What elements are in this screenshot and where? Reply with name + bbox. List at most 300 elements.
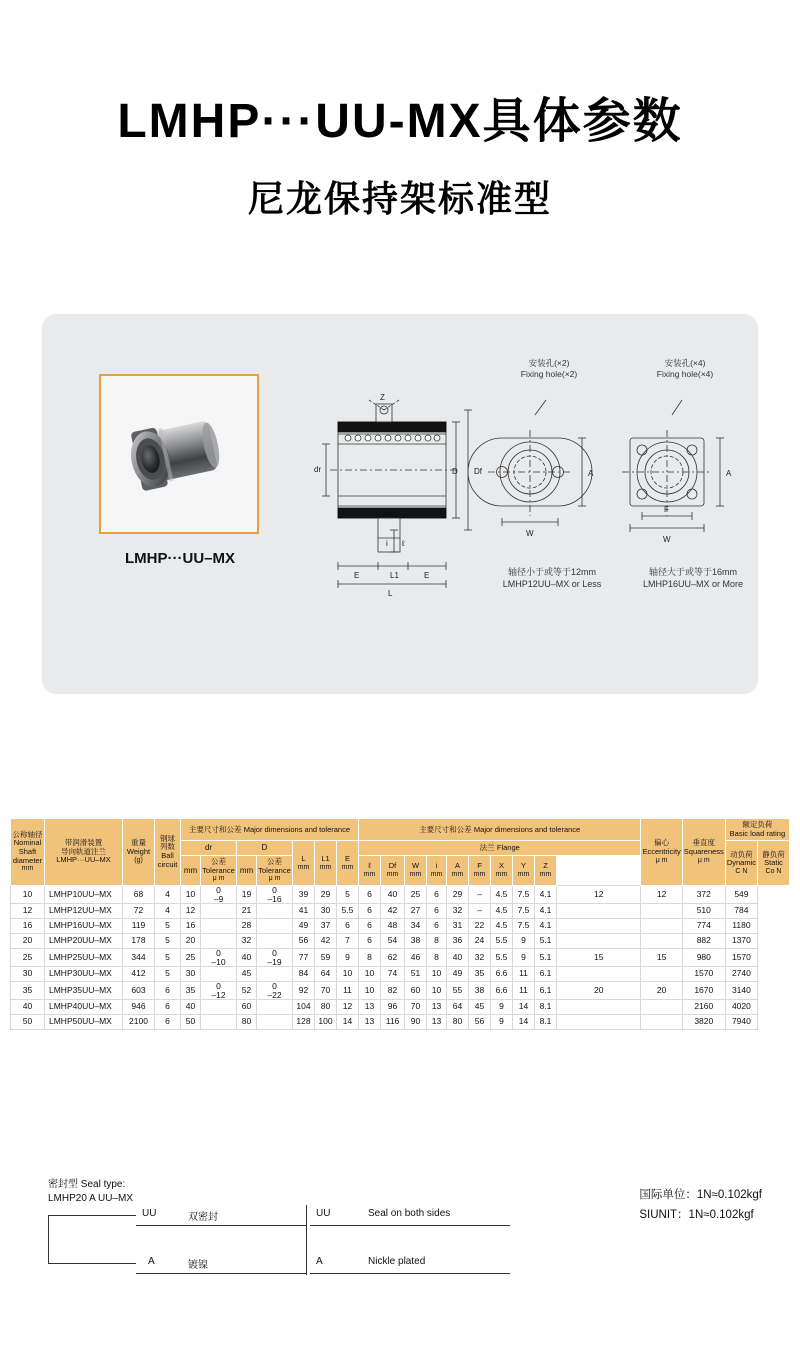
seal-type-block bbox=[48, 1178, 488, 1285]
cell-L: 39 bbox=[293, 886, 315, 904]
table-row bbox=[11, 949, 790, 967]
cell-W: 70 bbox=[405, 1000, 427, 1015]
cell-L1: 59 bbox=[315, 949, 337, 967]
cell-D: 80 bbox=[237, 1015, 257, 1030]
cell-weight: 412 bbox=[123, 967, 155, 982]
cell-Z: 8.1 bbox=[535, 1015, 557, 1030]
cell-l: 10 bbox=[359, 967, 381, 982]
col-D-mm: mm bbox=[237, 855, 257, 885]
table-row bbox=[11, 919, 790, 934]
cell-model: LMHP50UU–MX bbox=[45, 1015, 123, 1030]
cell-nominal: 50 bbox=[11, 1015, 45, 1030]
seal-example-code: LMHP20 A UU–MX bbox=[48, 1192, 134, 1204]
cell-nominal: 12 bbox=[11, 904, 45, 919]
technical-drawing bbox=[290, 360, 740, 660]
seal-en-uu: Seal on both sides bbox=[368, 1208, 451, 1219]
col-group-load-rating: 额定负荷 Basic load rating bbox=[725, 819, 789, 841]
col-Z: Z mm bbox=[535, 855, 557, 885]
cell-D: 60 bbox=[237, 1000, 257, 1015]
cell-weight: 68 bbox=[123, 886, 155, 904]
cell-W: 38 bbox=[405, 934, 427, 949]
col-L1: L1 mm bbox=[315, 841, 337, 886]
col-weight: 重量 Weight (g) bbox=[123, 819, 155, 886]
seal-bracket-top bbox=[48, 1215, 136, 1216]
col-i: i mm bbox=[427, 855, 447, 885]
unit-conversion-note bbox=[639, 1186, 762, 1225]
cell-nominal: 16 bbox=[11, 919, 45, 934]
cell-F: – bbox=[469, 904, 491, 919]
cell-ecc bbox=[557, 934, 641, 949]
cell-D_tol bbox=[257, 1000, 293, 1015]
cell-dr: 35 bbox=[181, 982, 201, 1000]
cell-A: 49 bbox=[447, 967, 469, 982]
cell-Df: 42 bbox=[381, 904, 405, 919]
cell-W: 51 bbox=[405, 967, 427, 982]
cell-X: 6.6 bbox=[491, 982, 513, 1000]
cell-Z: 5.1 bbox=[535, 949, 557, 967]
cell-D_tol: 0 –16 bbox=[257, 886, 293, 904]
table-row bbox=[11, 1000, 790, 1015]
fixing-hole-4-note: 安装孔(×4) Fixing hole(×4) bbox=[656, 358, 714, 380]
cell-sq: 15 bbox=[641, 949, 682, 967]
cell-sta: 7940 bbox=[725, 1015, 757, 1030]
cell-D_tol bbox=[257, 1015, 293, 1030]
cell-Z: 5.1 bbox=[535, 934, 557, 949]
cell-E: 14 bbox=[337, 1015, 359, 1030]
cell-dyn: 980 bbox=[682, 949, 725, 967]
cell-dr: 30 bbox=[181, 967, 201, 982]
cell-dr_tol: 0 –12 bbox=[201, 982, 237, 1000]
cell-dyn: 774 bbox=[682, 919, 725, 934]
cell-weight: 603 bbox=[123, 982, 155, 1000]
cell-dr: 16 bbox=[181, 919, 201, 934]
cell-l: 8 bbox=[359, 949, 381, 967]
cell-sta: 1370 bbox=[725, 934, 757, 949]
cell-L1: 37 bbox=[315, 919, 337, 934]
cell-i: 13 bbox=[427, 1015, 447, 1030]
svg-text:ℓ: ℓ bbox=[402, 539, 405, 548]
svg-text:D: D bbox=[452, 467, 458, 476]
cell-model: LMHP40UU–MX bbox=[45, 1000, 123, 1015]
cell-l: 6 bbox=[359, 919, 381, 934]
seal-cn-a: 镀镍 bbox=[188, 1260, 208, 1271]
cell-Df: 48 bbox=[381, 919, 405, 934]
table-row bbox=[11, 904, 790, 919]
cell-nominal: 40 bbox=[11, 1000, 45, 1015]
seal-code-a: A bbox=[148, 1256, 155, 1267]
page-subtitle: 尼龙保持架标准型 bbox=[247, 177, 552, 219]
svg-text:Df: Df bbox=[474, 467, 482, 476]
col-D: D bbox=[237, 841, 293, 856]
cell-dr: 25 bbox=[181, 949, 201, 967]
seal-type-heading: 密封型 Seal type: LMHP20 A UU–MX bbox=[48, 1179, 134, 1204]
col-group-major-1: 主要尺寸和公差 Major dimensions and tolerance bbox=[181, 819, 359, 841]
col-D-tolerance: 公差 Tolerance μ m bbox=[257, 855, 293, 885]
spec-table-head bbox=[11, 819, 790, 886]
cell-i: 6 bbox=[427, 886, 447, 904]
cell-l: 6 bbox=[359, 934, 381, 949]
cell-dr: 20 bbox=[181, 934, 201, 949]
cell-E: 11 bbox=[337, 982, 359, 1000]
cell-F: 56 bbox=[469, 1015, 491, 1030]
cell-dr: 40 bbox=[181, 1000, 201, 1015]
col-small-l: ℓ mm bbox=[359, 855, 381, 885]
seal-en-a: Nickle plated bbox=[368, 1256, 426, 1267]
cell-l: 6 bbox=[359, 886, 381, 904]
unit-note-en: SIUNIT：1N≈0.102kgf bbox=[639, 1208, 754, 1221]
cell-ball: 4 bbox=[155, 904, 181, 919]
cell-weight: 946 bbox=[123, 1000, 155, 1015]
cell-ball: 5 bbox=[155, 949, 181, 967]
cell-i: 8 bbox=[427, 949, 447, 967]
cell-Y: 14 bbox=[513, 1015, 535, 1030]
cell-i: 6 bbox=[427, 919, 447, 934]
cell-Z: 4.1 bbox=[535, 886, 557, 904]
cell-i: 13 bbox=[427, 1000, 447, 1015]
product-photo bbox=[99, 374, 259, 534]
col-squareness: 垂直度 Squareness μ m bbox=[682, 819, 725, 886]
cell-Y: 9 bbox=[513, 949, 535, 967]
cell-X: 5.5 bbox=[491, 949, 513, 967]
cell-A: 36 bbox=[447, 934, 469, 949]
cell-sta: 1570 bbox=[725, 949, 757, 967]
fixing-hole-2-note: 安装孔(×2) Fixing hole(×2) bbox=[520, 358, 578, 380]
cell-model: LMHP20UU–MX bbox=[45, 934, 123, 949]
cell-dr_tol bbox=[201, 1015, 237, 1030]
table-row bbox=[11, 886, 790, 904]
cell-i: 6 bbox=[427, 904, 447, 919]
cell-nominal: 25 bbox=[11, 949, 45, 967]
cell-F: 45 bbox=[469, 1000, 491, 1015]
cell-F: 35 bbox=[469, 967, 491, 982]
cell-E: 6 bbox=[337, 919, 359, 934]
seal-type-diagram bbox=[48, 1208, 488, 1285]
cell-ball: 6 bbox=[155, 1000, 181, 1015]
cell-dr: 50 bbox=[181, 1015, 201, 1030]
seal-cn-uu: 双密封 bbox=[188, 1212, 218, 1223]
spec-table-container bbox=[10, 818, 790, 1030]
seal-en-divider bbox=[306, 1205, 307, 1275]
cell-nominal: 30 bbox=[11, 967, 45, 982]
cell-weight: 119 bbox=[123, 919, 155, 934]
cell-nominal: 10 bbox=[11, 886, 45, 904]
cell-l: 6 bbox=[359, 904, 381, 919]
cell-dyn: 510 bbox=[682, 904, 725, 919]
cell-A: 55 bbox=[447, 982, 469, 1000]
shaft-small-note: 轴径小于或等于12mm LMHP12UU–MX or Less bbox=[502, 567, 602, 590]
cell-Y: 11 bbox=[513, 967, 535, 982]
svg-text:Z: Z bbox=[380, 393, 385, 402]
svg-text:W: W bbox=[526, 529, 534, 538]
cell-ecc: 12 bbox=[557, 886, 641, 904]
cell-L1: 42 bbox=[315, 934, 337, 949]
cell-D: 28 bbox=[237, 919, 257, 934]
cell-i: 10 bbox=[427, 982, 447, 1000]
seal-code-uu: UU bbox=[142, 1208, 157, 1219]
cell-model: LMHP10UU–MX bbox=[45, 886, 123, 904]
cell-Df: 40 bbox=[381, 886, 405, 904]
cell-ecc bbox=[557, 1015, 641, 1030]
cell-D: 32 bbox=[237, 934, 257, 949]
cell-ecc: 20 bbox=[557, 982, 641, 1000]
cell-L: 77 bbox=[293, 949, 315, 967]
cell-Y: 7.5 bbox=[513, 919, 535, 934]
cell-Y: 14 bbox=[513, 1000, 535, 1015]
cell-nominal: 35 bbox=[11, 982, 45, 1000]
cell-D_tol: 0 –22 bbox=[257, 982, 293, 1000]
bearing-photo-icon bbox=[114, 406, 245, 503]
col-static-load: 静负荷 Static Co N bbox=[758, 841, 790, 886]
cell-L: 84 bbox=[293, 967, 315, 982]
cell-l: 13 bbox=[359, 1015, 381, 1030]
svg-text:E: E bbox=[354, 571, 360, 580]
seal-rule-2 bbox=[136, 1273, 306, 1274]
cell-D: 19 bbox=[237, 886, 257, 904]
cell-D_tol bbox=[257, 967, 293, 982]
cell-W: 25 bbox=[405, 886, 427, 904]
shaft-large-note: 轴径大于或等于16mm LMHP16UU–MX or More bbox=[642, 567, 744, 590]
col-dr: dr bbox=[181, 841, 237, 856]
seal-code-uu-en: UU bbox=[316, 1208, 331, 1219]
cell-Df: 74 bbox=[381, 967, 405, 982]
col-dr-mm: mm bbox=[181, 855, 201, 885]
seal-bracket-bottom bbox=[48, 1263, 136, 1264]
cell-X: 4.5 bbox=[491, 919, 513, 934]
cell-W: 90 bbox=[405, 1015, 427, 1030]
cell-F: 32 bbox=[469, 949, 491, 967]
cell-L1: 30 bbox=[315, 904, 337, 919]
svg-text:dr: dr bbox=[314, 465, 322, 474]
cell-dyn: 1570 bbox=[682, 967, 725, 982]
cell-L1: 100 bbox=[315, 1015, 337, 1030]
cell-weight: 344 bbox=[123, 949, 155, 967]
col-eccentricity: 偏心 Eccentricity μ m bbox=[641, 819, 682, 886]
cell-model: LMHP16UU–MX bbox=[45, 919, 123, 934]
cell-ball: 6 bbox=[155, 1015, 181, 1030]
cell-dyn: 882 bbox=[682, 934, 725, 949]
cell-L1: 80 bbox=[315, 1000, 337, 1015]
table-row bbox=[11, 934, 790, 949]
cell-ecc bbox=[557, 919, 641, 934]
svg-text:F: F bbox=[664, 505, 669, 514]
cell-Df: 54 bbox=[381, 934, 405, 949]
cell-Z: 6.1 bbox=[535, 982, 557, 1000]
cell-sq bbox=[641, 1015, 682, 1030]
cell-dr: 10 bbox=[181, 886, 201, 904]
cell-l: 10 bbox=[359, 982, 381, 1000]
cell-F: 22 bbox=[469, 919, 491, 934]
svg-text:i: i bbox=[386, 539, 388, 548]
svg-text:W: W bbox=[663, 535, 671, 544]
cell-D_tol bbox=[257, 904, 293, 919]
cell-dyn: 2160 bbox=[682, 1000, 725, 1015]
svg-text:A: A bbox=[588, 469, 594, 478]
cell-X: 4.5 bbox=[491, 886, 513, 904]
col-group-flange: 法兰 Flange bbox=[359, 841, 641, 856]
col-ball-circuit: 钢球 列数 Ball circuit bbox=[155, 819, 181, 886]
cell-F: 38 bbox=[469, 982, 491, 1000]
cell-A: 29 bbox=[447, 886, 469, 904]
cell-F: 24 bbox=[469, 934, 491, 949]
svg-text:A: A bbox=[726, 469, 732, 478]
cell-sta: 2740 bbox=[725, 967, 757, 982]
cell-dr_tol: 0 –10 bbox=[201, 949, 237, 967]
seal-bracket-vertical bbox=[48, 1215, 49, 1263]
cell-D: 52 bbox=[237, 982, 257, 1000]
cell-nominal: 20 bbox=[11, 934, 45, 949]
cell-L1: 70 bbox=[315, 982, 337, 1000]
cell-L: 49 bbox=[293, 919, 315, 934]
cell-sta: 784 bbox=[725, 904, 757, 919]
cell-sq bbox=[641, 1000, 682, 1015]
cell-E: 9 bbox=[337, 949, 359, 967]
cell-X: 6.6 bbox=[491, 967, 513, 982]
cell-ball: 5 bbox=[155, 934, 181, 949]
cell-L: 56 bbox=[293, 934, 315, 949]
cell-W: 46 bbox=[405, 949, 427, 967]
cell-dyn: 372 bbox=[682, 886, 725, 904]
cell-model: LMHP30UU–MX bbox=[45, 967, 123, 982]
cell-ball: 5 bbox=[155, 919, 181, 934]
cell-i: 8 bbox=[427, 934, 447, 949]
cell-dyn: 1670 bbox=[682, 982, 725, 1000]
seal-rule-1 bbox=[136, 1225, 306, 1226]
cell-model: LMHP35UU–MX bbox=[45, 982, 123, 1000]
cell-ball: 6 bbox=[155, 982, 181, 1000]
col-dr-tolerance: 公差 Tolerance μ m bbox=[201, 855, 237, 885]
cell-E: 12 bbox=[337, 1000, 359, 1015]
cell-sta: 1180 bbox=[725, 919, 757, 934]
cell-model: LMHP25UU–MX bbox=[45, 949, 123, 967]
cell-ecc bbox=[557, 967, 641, 982]
col-F: F mm bbox=[469, 855, 491, 885]
col-nominal-shaft: 公称轴径 Nominal Shaft diameter mm bbox=[11, 819, 45, 886]
cell-sta: 4020 bbox=[725, 1000, 757, 1015]
product-photo-caption: LMHP···UU–MX bbox=[125, 550, 235, 567]
cell-sq: 20 bbox=[641, 982, 682, 1000]
cell-F: – bbox=[469, 886, 491, 904]
cell-sq bbox=[641, 904, 682, 919]
cell-Df: 96 bbox=[381, 1000, 405, 1015]
cell-sq bbox=[641, 967, 682, 982]
cell-D_tol: 0 –19 bbox=[257, 949, 293, 967]
table-row bbox=[11, 982, 790, 1000]
col-A: A mm bbox=[447, 855, 469, 885]
col-L: L mm bbox=[293, 841, 315, 886]
col-X: X mm bbox=[491, 855, 513, 885]
cell-Df: 62 bbox=[381, 949, 405, 967]
page-title: LMHP···UU-MX具体参数 bbox=[117, 95, 683, 148]
unit-note-cn: 国际单位：1N≈0.102kgf bbox=[639, 1189, 762, 1201]
svg-text:L: L bbox=[388, 589, 393, 598]
illustration-panel bbox=[42, 314, 758, 694]
cell-A: 64 bbox=[447, 1000, 469, 1015]
cell-A: 32 bbox=[447, 904, 469, 919]
cell-W: 27 bbox=[405, 904, 427, 919]
cell-Z: 4.1 bbox=[535, 904, 557, 919]
cell-Y: 9 bbox=[513, 934, 535, 949]
cell-sta: 3140 bbox=[725, 982, 757, 1000]
cell-L1: 29 bbox=[315, 886, 337, 904]
col-W: W mm bbox=[405, 855, 427, 885]
cell-Y: 7.5 bbox=[513, 886, 535, 904]
cell-W: 60 bbox=[405, 982, 427, 1000]
cell-E: 5 bbox=[337, 886, 359, 904]
cell-ecc bbox=[557, 1000, 641, 1015]
cell-Z: 4.1 bbox=[535, 919, 557, 934]
cell-Df: 116 bbox=[381, 1015, 405, 1030]
cell-A: 80 bbox=[447, 1015, 469, 1030]
col-Y: Y mm bbox=[513, 855, 535, 885]
cell-L: 41 bbox=[293, 904, 315, 919]
svg-text:E: E bbox=[424, 571, 430, 580]
cell-L: 92 bbox=[293, 982, 315, 1000]
cell-E: 10 bbox=[337, 967, 359, 982]
svg-text:L1: L1 bbox=[390, 571, 399, 580]
cell-X: 9 bbox=[491, 1000, 513, 1015]
cell-D_tol bbox=[257, 934, 293, 949]
cell-model: LMHP12UU–MX bbox=[45, 904, 123, 919]
cell-A: 31 bbox=[447, 919, 469, 934]
spec-table bbox=[10, 818, 790, 1030]
cell-dr_tol bbox=[201, 919, 237, 934]
cell-ecc: 15 bbox=[557, 949, 641, 967]
cell-W: 34 bbox=[405, 919, 427, 934]
col-dynamic-load: 动负荷 Dynamic C N bbox=[725, 841, 757, 886]
cell-L: 104 bbox=[293, 1000, 315, 1015]
cell-dr_tol bbox=[201, 934, 237, 949]
cell-dr_tol: 0 –9 bbox=[201, 886, 237, 904]
cell-A: 40 bbox=[447, 949, 469, 967]
cell-weight: 178 bbox=[123, 934, 155, 949]
cell-L: 128 bbox=[293, 1015, 315, 1030]
col-model: 带润滑装置 导向轨道注兰 LMHP···UU–MX bbox=[45, 819, 123, 886]
cell-ball: 5 bbox=[155, 967, 181, 982]
cell-D: 21 bbox=[237, 904, 257, 919]
cell-dr_tol bbox=[201, 1000, 237, 1015]
seal-rule-3 bbox=[310, 1225, 510, 1226]
cell-X: 4.5 bbox=[491, 904, 513, 919]
cell-Z: 8.1 bbox=[535, 1000, 557, 1015]
cell-sq: 12 bbox=[641, 886, 682, 904]
cell-dr_tol bbox=[201, 904, 237, 919]
cell-E: 5.5 bbox=[337, 904, 359, 919]
cell-sq bbox=[641, 934, 682, 949]
cell-Z: 6.1 bbox=[535, 967, 557, 982]
cell-D_tol bbox=[257, 919, 293, 934]
cell-sta: 549 bbox=[725, 886, 757, 904]
cell-i: 10 bbox=[427, 967, 447, 982]
cell-dr_tol bbox=[201, 967, 237, 982]
table-row bbox=[11, 967, 790, 982]
cell-Df: 82 bbox=[381, 982, 405, 1000]
cell-sq bbox=[641, 919, 682, 934]
cell-dyn: 3820 bbox=[682, 1015, 725, 1030]
table-row bbox=[11, 1015, 790, 1030]
cell-Y: 7.5 bbox=[513, 904, 535, 919]
cell-dr: 12 bbox=[181, 904, 201, 919]
cell-X: 9 bbox=[491, 1015, 513, 1030]
cell-X: 5.5 bbox=[491, 934, 513, 949]
cell-weight: 2100 bbox=[123, 1015, 155, 1030]
col-group-major-2: 主要尺寸和公差 Major dimensions and tolerance bbox=[359, 819, 641, 841]
cell-L1: 64 bbox=[315, 967, 337, 982]
seal-code-a-en: A bbox=[316, 1256, 323, 1267]
seal-rule-4 bbox=[310, 1273, 510, 1274]
cell-l: 13 bbox=[359, 1000, 381, 1015]
cell-D: 40 bbox=[237, 949, 257, 967]
cell-E: 7 bbox=[337, 934, 359, 949]
